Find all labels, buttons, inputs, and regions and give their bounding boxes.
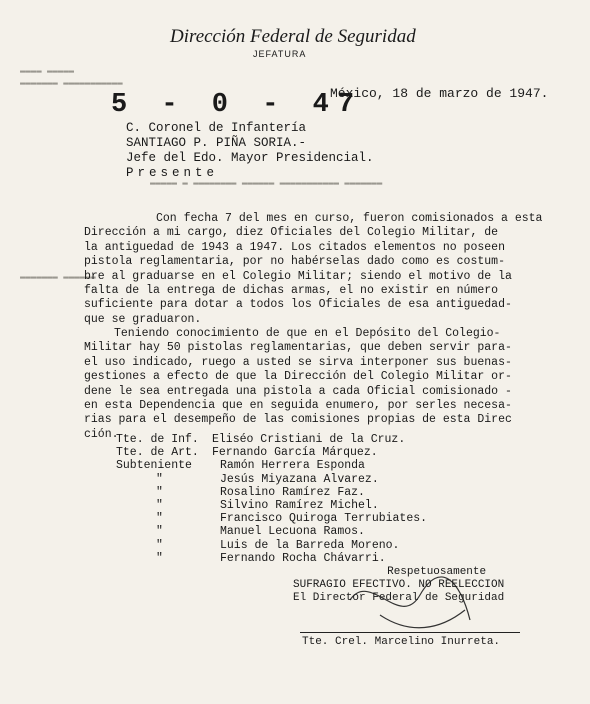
- paragraph-line: pistola reglamentaria, por no habérselas dado como es costum-: [84, 255, 505, 269]
- officer-name: Fernando Rocha Chávarri.: [220, 551, 386, 565]
- officer-name: Luis de la Barreda Moreno.: [220, 538, 400, 552]
- officer-rank: ": [156, 485, 163, 499]
- closing-block: [293, 566, 504, 605]
- paragraph-line: Militar hay 50 pistolas reglamentarias, que deben servir para-: [84, 341, 512, 355]
- officer-rank: ": [156, 512, 163, 526]
- officer-name: Manuel Lecuona Ramos.: [220, 525, 365, 539]
- officer-rank: Tte. de Art.: [116, 446, 199, 460]
- officer-name: Fernando García Márquez.: [212, 446, 378, 460]
- officer-rank: ": [156, 472, 163, 486]
- officer-rank: ": [156, 499, 163, 513]
- paragraph-line: ción.: [84, 427, 119, 441]
- officer-row: [116, 473, 427, 486]
- addressee-block: [126, 121, 374, 181]
- officer-row: [116, 459, 427, 472]
- officer-row: [116, 486, 427, 499]
- paragraph-line: el uso indicado, ruego a usted se sirva interponer sus buenas-: [84, 355, 512, 369]
- paragraph-line: en esta Dependencia que en seguida enumero, por serles necesa-: [84, 399, 512, 413]
- paragraph-line: Dirección a mi cargo, diez Oficiales del Colegio Militar, de: [84, 226, 499, 240]
- addressee-name: SANTIAGO P. PIÑA SORIA.-: [126, 136, 307, 150]
- officer-rank: Subteniente: [116, 459, 192, 473]
- letterhead-subtitle: JEFATURA: [253, 49, 307, 59]
- bleed-through-marks: ▬▬▬▬▬▬▬ ▬▬▬▬▬▬: [20, 272, 96, 282]
- closing-salutation: Respetuosamente: [387, 566, 487, 578]
- date-line: México, 18 de marzo de 1947.: [330, 86, 549, 101]
- addressee-line: C. Coronel de Infantería: [126, 121, 307, 135]
- officer-name: Francisco Quiroga Terrubiates.: [220, 512, 428, 526]
- body-paragraph-1: [84, 212, 543, 327]
- bleed-through-marks: ▬▬▬▬▬▬▬ ▬▬▬▬▬▬▬▬▬▬▬: [20, 78, 123, 88]
- officer-rank: ": [156, 538, 163, 552]
- officer-rank: Tte. de Inf.: [116, 433, 199, 446]
- signature-line: [300, 632, 520, 633]
- officer-list: [116, 433, 427, 565]
- paragraph-line: gestiones a efecto de que la Dirección del Colegio Militar or-: [84, 370, 512, 384]
- officer-row: [116, 539, 427, 552]
- bleed-through-marks: ▬▬▬▬ ▬▬▬▬▬: [20, 66, 75, 76]
- officer-name: Rosalino Ramírez Faz.: [220, 485, 365, 499]
- paragraph-line: bre al graduarse en el Colegio Militar; siendo el motivo de la: [84, 269, 512, 283]
- paragraph-line: la antiguedad de 1943 a 1947. Los citados elementos no poseen: [84, 240, 505, 254]
- officer-row: [116, 433, 427, 446]
- officer-name: Eliséo Cristiani de la Cruz.: [212, 433, 406, 446]
- officer-rank: ": [156, 551, 163, 565]
- bleed-through-marks: ▬▬▬▬▬ ▬ ▬▬▬▬▬▬▬▬ ▬▬▬▬▬▬ ▬▬▬▬▬▬▬▬▬▬▬ ▬▬▬▬▬▬▬: [150, 178, 383, 188]
- body-paragraph-2: [84, 327, 526, 442]
- reference-number: 5 - 0 - 47: [111, 90, 364, 120]
- officer-name: Ramón Herrera Esponda: [220, 459, 365, 473]
- closing-title: El Director Federal de Seguridad: [293, 592, 505, 604]
- signer-name: Tte. Crel. Marcelino Inurreta.: [302, 636, 501, 648]
- paragraph-line: dene le sea entregada una pistola a cada Oficial comisionado -: [84, 384, 512, 398]
- officer-row: [116, 446, 427, 459]
- paragraph-line: que se graduaron.: [84, 312, 202, 326]
- addressee-line: Jefe del Edo. Mayor Presidencial.: [126, 151, 374, 165]
- officer-name: Silvino Ramírez Michel.: [220, 499, 379, 513]
- paragraph-line: suficiente para dotar a todos los Oficiales de esa antiguedad-: [84, 298, 512, 312]
- addressee-line: Presente: [126, 166, 219, 180]
- letterhead-title: Dirección Federal de Seguridad: [170, 26, 416, 47]
- paragraph-line: rias para el desempeño de las comisiones propias de esta Direc: [84, 413, 512, 427]
- officer-row: [116, 525, 427, 538]
- officer-name: Jesús Miyazana Alvarez.: [220, 472, 379, 486]
- officer-rank: ": [156, 525, 163, 539]
- closing-motto: SUFRAGIO EFECTIVO. NO REELECCION: [293, 579, 505, 591]
- paragraph-line: falta de la entrega de dichas armas, el no existir en número: [84, 284, 499, 298]
- paragraph-line: Teniendo conocimiento de que en el Depósito del Colegio-: [114, 327, 501, 340]
- officer-row: [116, 499, 427, 512]
- officer-row: [116, 512, 427, 525]
- paragraph-line: Con fecha 7 del mes en curso, fueron comisionados a esta: [156, 212, 543, 225]
